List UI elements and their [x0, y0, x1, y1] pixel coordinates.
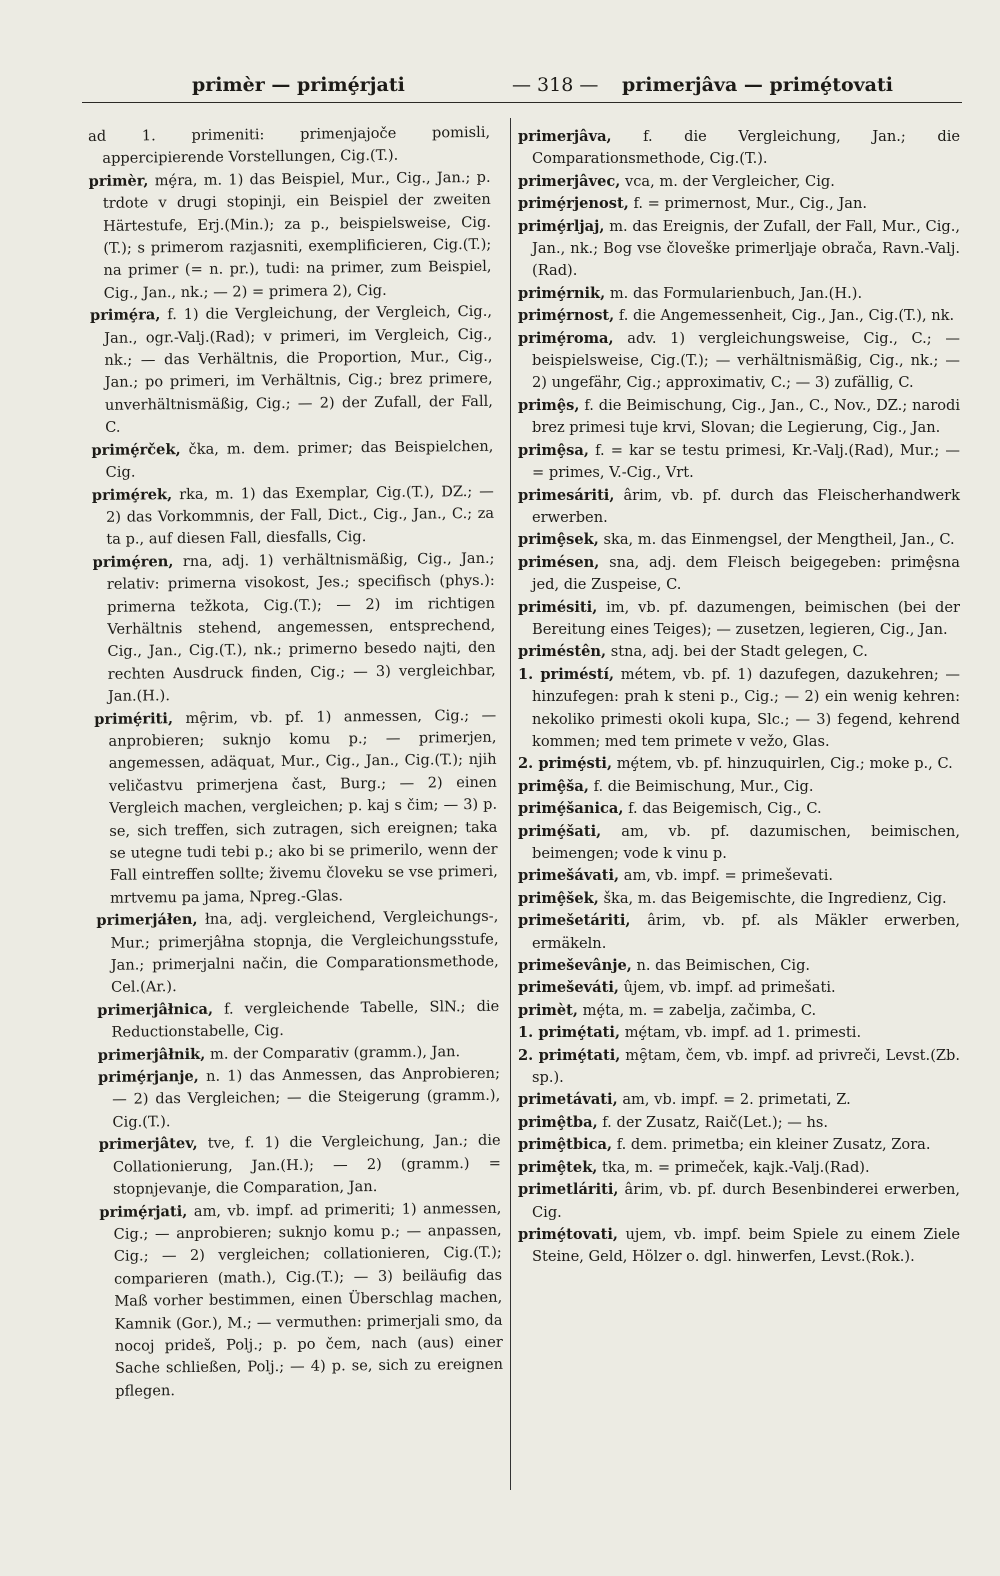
entry-headword: primȩ́šanica, [518, 800, 624, 818]
dictionary-entry [518, 529, 960, 551]
entry-headword: primȩ̂tbica, [518, 1136, 613, 1154]
entry-definition: rka, m. 1) das Exemplar, Cig.(T.), DZ.; — 2) das Vorkommnis, der Fall, Dict., Cig., Jan., C.; za ta p., auf diesen Fall, diesfalls, Cig. [106, 482, 495, 549]
entry-definition: rna, adj. 1) verhältnismäßig, Cig., Jan.; relativ: primerna visokost, Jes.; specifisch (phys.): primerna težkota, Cig.(T.); — 2) im richtigen Verhältnis stehend, angemessen, entsprechend, Cig., Jan., Cig.(T.), nk.; primerno besedo najti, den rechten Ausdruck finden, Cig.; — 3) vergleichbar, Jan.(H.). [106, 549, 496, 705]
entry-headword: primȩ́rljaj, [518, 217, 605, 235]
entry-definition: ârim, vb. pf. durch Besenbinderei erwerben, Cig. [532, 1181, 960, 1221]
entry-headword: primèr, [88, 172, 149, 190]
dictionary-entry [98, 1063, 501, 1134]
page-number: — 318 — [512, 74, 599, 96]
dictionary-entry [518, 171, 960, 193]
dictionary-entry [518, 664, 960, 754]
dictionary-entry [518, 305, 960, 327]
dictionary-entry [518, 485, 960, 530]
entry-headword: primȩ̂sa, [518, 441, 589, 459]
dictionary-entry [518, 216, 960, 283]
entry-definition: ârim, vb. pf. durch das Fleischerhandwerk erwerben. [532, 486, 960, 526]
entry-definition: sna, adj. dem Fleisch beigegeben: primȩ̂sna jed, die Zuspeise, C. [532, 553, 960, 594]
entry-headword: primȩ̂tek, [518, 1158, 598, 1176]
dictionary-entry [518, 776, 960, 798]
entry-definition: m. der Comparativ (gramm.), Jan. [209, 1042, 461, 1063]
entry-headword: priméstên, [518, 643, 607, 661]
dictionary-entry [518, 910, 960, 955]
entry-definition: f. die Vergleichung, Jan.; die Comparationsmethode, Cig.(T.). [532, 128, 961, 168]
entry-definition: am, vb. pf. dazumischen, beimischen, beimengen; vode k vinu p. [532, 822, 960, 862]
entry-definition: tka, m. = primeček, kajk.-Valj.(Rad). [602, 1158, 870, 1176]
dictionary-entry [518, 955, 960, 977]
entry-definition: mȩ́ta, m. = zabelja, začimba, C. [582, 1001, 817, 1019]
entry-headword: primerjâva, [518, 128, 612, 145]
entry-definition: n. das Beimischen, Cig. [636, 957, 811, 975]
entry-definition: am, vb. impf. ad primeriti; 1) anmessen, Cig.; — anprobieren; suknjo komu p.; — anpassen, Cig.; — 2) vergleichen; collationieren, Cig.(T.); comparieren (math.), Cig.(T.); — 3) beiläufig das Maß vorher bestimmen, einen Überschlag machen, Kamnik (Gor.), M.; — vermuthen: primerjali smo, da nocoj prideš, Polj.; p. po čem, nach (aus) einer Sache schließen, Polj.; — 4) p. se, sich zu ereignen pflegen. [113, 1199, 504, 1400]
entry-headword: primȩ́ren, [92, 552, 174, 571]
entry-definition: ârim, vb. pf. als Mäkler erwerben, ermäkeln. [532, 912, 961, 952]
entry-definition: f. das Beigemisch, Cig., C. [628, 800, 822, 818]
dictionary-entry [518, 1157, 960, 1179]
entry-headword: primȩ̂tba, [518, 1113, 598, 1131]
entry-headword: primésen, [518, 553, 600, 571]
entry-headword: primerjâłnik, [97, 1045, 206, 1064]
entry-definition: f. dem. primetba; ein kleiner Zusatz, Zora. [616, 1136, 931, 1154]
dictionary-entry [518, 977, 960, 999]
entry-headword: 2. primȩ́tati, [518, 1046, 621, 1064]
dictionary-entry [88, 167, 491, 306]
dictionary-entry [518, 821, 960, 866]
entry-definition: mȩ̑tam, čem, vb. impf. ad privreči, Levst.(Zb. sp.). [532, 1046, 961, 1087]
header-left-guide: primèr — primȩ́rjati [192, 74, 405, 96]
entry-headword: primerjáłen, [96, 911, 198, 930]
entry-definition: m. das Ereignis, der Zufall, der Fall, Mur., Cig., Jan., nk.; Bog vse človeške primerljaje obrača, Ravn.-Valj.(Rad). [532, 217, 961, 280]
entry-headword: primȩ́rjati, [99, 1202, 188, 1221]
dictionary-entry [92, 480, 495, 551]
dictionary-entry [518, 440, 960, 485]
entry-headword: primešetáriti, [518, 912, 631, 930]
dictionary-entry [518, 865, 960, 887]
dictionary-entry [518, 1179, 960, 1224]
dictionary-entry [518, 1022, 960, 1044]
entry-headword: primȩ́rjenost, [518, 195, 629, 213]
entry-headword: primȩ́riti, [94, 709, 174, 728]
dictionary-entry [94, 704, 498, 910]
entry-headword: primȩ̂šek, [518, 889, 599, 907]
entry-headword: primeševânje, [518, 957, 632, 975]
entry-headword: primȩ̂ša, [518, 777, 589, 795]
dictionary-entry [99, 1197, 503, 1403]
entry-headword: primȩ́rček, [91, 440, 181, 459]
entry-definition: f. die Beimischung, Mur., Cig. [593, 777, 814, 795]
header-right-guide: primerjâva — primȩ́tovati [622, 74, 893, 96]
header-rule [82, 102, 962, 103]
entry-headword: primerjâvec, [518, 172, 621, 190]
entry-definition: ška, m. das Beigemischte, die Ingredienz, Cig. [603, 889, 947, 907]
dictionary-entry [90, 301, 493, 440]
dictionary-entry [518, 1134, 960, 1156]
entry-definition: ûjem, vb. impf. ad primešati. [623, 979, 836, 997]
entry-headword: primesáriti, [518, 486, 615, 504]
entry-headword: primȩ́roma, [518, 329, 614, 347]
entry-headword: primȩ́rnost, [518, 307, 615, 325]
dictionary-entry [518, 126, 960, 171]
dictionary-entry [518, 597, 960, 642]
entry-definition: am, vb. impf. = 2. primetati, Z. [622, 1091, 851, 1109]
dictionary-entry [518, 552, 960, 597]
entry-definition: mȩ́ra, m. 1) das Beispiel, Mur., Cig., Jan.; p. trdote v drugi stopinji, ein Beispiel der zweiten Härtestufe, Erj.(Min.); za p., beispielsweise, Cig.(T.); s primerom razjasniti, exemplificieren, Cig.(T.); na primer (= n. pr.), tudi: na primer, zum Beispiel, Cig., Jan., nk.; — 2) = primera 2), Cig. [102, 168, 492, 302]
entry-headword: primȩ́rek, [91, 485, 173, 504]
dictionary-entry [518, 395, 960, 440]
entry-definition: tve, f. 1) die Vergleichung, Jan.; die Collationierung, Jan.(H.); — 2) (gramm.) = stopnjevanje, die Comparation, Jan. [112, 1132, 501, 1198]
entry-definition: f. die Angemessenheit, Cig., Jan., Cig.(T.), nk. [618, 307, 955, 325]
entry-headword: primȩ̂sek, [518, 531, 599, 549]
dictionary-entry [518, 193, 960, 215]
entry-headword: primešávati, [518, 867, 620, 885]
entry-definition: f. die Beimischung, Cig., Jan., C., Nov., DZ.; narodi brez primesi tuje krvi, Slovan; die Legierung, Cig., Jan. [532, 396, 961, 437]
entry-definition: f. 1) die Vergleichung, der Vergleich, Cig., Jan., ogr.-Valj.(Rad); v primeri, im Vergleich, Cig., nk.; — das Verhältnis, die Proportion, Mur., Cig., Jan.; po primeri, im Verhältnis, Cig.; brez primere, unverhältnismäßig, Cig.; — 2) der Zufall, der Fall, C. [104, 303, 493, 437]
column-divider [510, 118, 511, 1490]
entry-headword: primȩ́ra, [89, 306, 161, 325]
dictionary-entry [518, 888, 960, 910]
entry-headword: primèt, [518, 1001, 578, 1019]
entry-headword: primȩ́rnik, [518, 284, 606, 302]
entry-definition: mȩ́tem, vb. pf. hinzuquirlen, Cig.; moke p., C. [616, 755, 953, 773]
entry-headword: primȩ́rjanje, [97, 1067, 199, 1087]
entry-definition: m. das Formularienbuch, Jan.(H.). [609, 284, 863, 302]
dictionary-entry [97, 996, 499, 1045]
dictionary-entry [518, 328, 960, 395]
dictionary-entry [91, 435, 493, 484]
entry-headword: primetávati, [518, 1091, 618, 1109]
entry-headword: primésiti, [518, 598, 598, 616]
entry-headword: primerjâłnica, [97, 1000, 214, 1019]
entry-definition: vca, m. der Vergleicher, Cig. [624, 172, 835, 190]
entry-headword: 1. priméstí, [518, 665, 615, 683]
entry-definition: métem, vb. pf. 1) dazufegen, dazukehren; — hinzufegen: prah k steni p., Cig.; — 2) ein wenig kehren: nekoliko primesti okoli kupa, Slc.; — 3) fegend, kehrend kommen; med tem primete v vežo, Glas. [532, 665, 960, 750]
page-header [82, 68, 962, 102]
dictionary-entry [518, 1224, 960, 1269]
dictionary-entry [518, 283, 960, 305]
entry-headword: 1. primȩ́tati, [518, 1024, 621, 1042]
entry-definition: ska, m. das Einmengsel, der Mengtheil, Jan., C. [603, 531, 955, 549]
entry-definition: mȩ́tam, vb. impf. ad 1. primesti. [624, 1024, 862, 1042]
dictionary-entry [518, 641, 960, 663]
entry-headword: primerjâtev, [98, 1135, 198, 1154]
dictionary-entry [518, 1000, 960, 1022]
entry-definition: im, vb. pf. dazumengen, beimischen (bei der Bereitung eines Teiges); — zusetzen, legieren, Cig., Jan. [532, 598, 960, 638]
entry-headword: primȩ́šati, [518, 822, 602, 840]
entry-definition: f. der Zusatz, Raič(Let.); — hs. [602, 1113, 829, 1131]
dictionary-entry [518, 1112, 960, 1134]
entry-definition: mȩ̑rim, vb. pf. 1) anmessen, Cig.; — anprobieren; suknjo komu p.; — primerjen, angemessen, adäquat, Mur., Cig., Jan., Cig.(T.); njih veličastvu primerjena čast, Burg.; — 2) einen Vergleich machen, vergleichen; p. kaj s čim; — 3) p. se, sich treffen, sich zutragen, sich ereignen; taka se utegne tudi tebi p.; ako bi se primerilo, wenn der Fall eintreffen sollte; živemu človeku se vse primeri, mrtvemu pa jama, Npreg.-Glas. [108, 706, 498, 907]
dictionary-entry [96, 906, 499, 1000]
entry-headword: primȩ́tovati, [518, 1225, 618, 1243]
dictionary-entry [518, 1045, 960, 1090]
entry-definition: čka, m. dem. primer; das Beispielchen, Cig. [105, 437, 494, 481]
entry-definition: adv. 1) vergleichungsweise, Cig., C.; — beispielsweise, Cig.(T.); — verhältnismäßig, Cig., nk.; — 2) ungefähr, Cig.; approximativ, C.; — 3) zufällig, C. [532, 329, 960, 392]
entry-definition: am, vb. impf. = primeševati. [623, 867, 834, 885]
dictionary-entry [518, 798, 960, 820]
dictionary-entry [99, 1130, 502, 1201]
entry-definition: łna, adj. vergleichend, Vergleichungs-, Mur.; primerjâłna stopnja, die Vergleichungsstufe, Jan.; primerjalni način, die Comparationsmethode, Cel.(Ar.). [110, 907, 499, 997]
right-column [518, 126, 960, 1269]
entry-headword: 2. primȩ́sti, [518, 755, 613, 773]
entry-definition: f. = primernost, Mur., Cig., Jan. [633, 195, 868, 213]
entry-headword: primetláriti, [518, 1181, 619, 1199]
dictionary-entry [518, 1089, 960, 1111]
entry-definition: f. vergleichende Tabelle, SlN.; die Reductionstabelle, Cig. [111, 997, 500, 1042]
left-column [88, 122, 503, 1403]
entry-headword: primeševáti, [518, 979, 619, 997]
entry-headword: primȩ̂s, [518, 396, 580, 414]
entry-definition: f. = kar se testu primesi, Kr.-Valj.(Rad), Mur.; — = primes, V.-Cig., Vrt. [532, 441, 960, 482]
entry-definition: stna, adj. bei der Stadt gelegen, C. [610, 643, 868, 661]
dictionary-entry [518, 753, 960, 775]
dictionary-entry [92, 547, 496, 708]
entry-definition: n. 1) das Anmessen, das Anprobieren; — 2) das Vergleichen; — die Steigerung (gramm.), Cig.(T.). [112, 1064, 501, 1131]
entry-definition: ad 1. primeniti: primenjajoče pomisli, appercipierende Vorstellungen, Cig.(T.). [88, 123, 491, 168]
entry-definition: ujem, vb. impf. beim Spiele zu einem Ziele Steine, Geld, Hölzer o. dgl. hinwerfen, Levst.(Rok.). [532, 1225, 960, 1266]
dictionary-entry [88, 122, 490, 171]
